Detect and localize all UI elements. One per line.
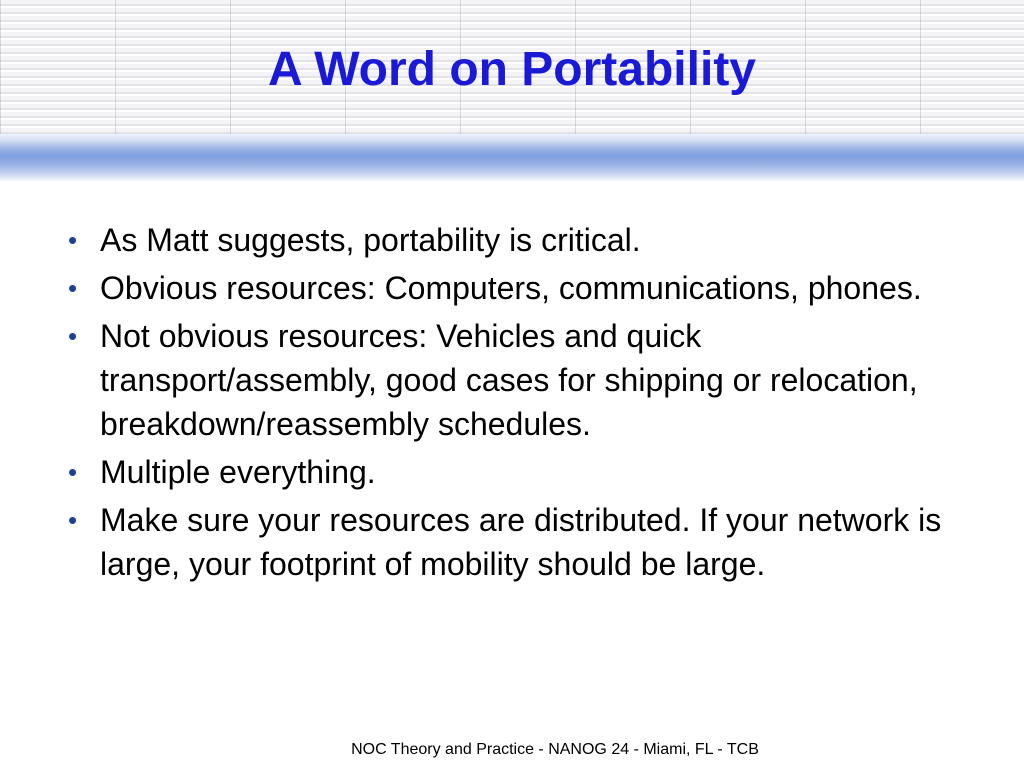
bullet-text: Obvious resources: Computers, communications, phones.: [100, 270, 922, 306]
bullet-list: [60, 218, 960, 590]
bullet-icon: •: [68, 273, 78, 303]
bullet-item: [60, 450, 960, 494]
bullet-icon: •: [68, 225, 78, 255]
bullet-icon: •: [68, 457, 78, 487]
bullet-icon: •: [68, 321, 78, 351]
bullet-item: [60, 498, 960, 586]
slide-footer: NOC Theory and Practice - NANOG 24 - Miami, FL - TCB: [351, 741, 759, 758]
bullet-text: Multiple everything.: [100, 454, 376, 490]
bullet-text: Not obvious resources: Vehicles and quick transport/assembly, good cases for shipping or relocation, breakdown/reassembly schedules.: [100, 318, 918, 442]
bullet-item: [60, 314, 960, 446]
bullet-icon: •: [68, 505, 78, 535]
bullet-text: As Matt suggests, portability is critical.: [100, 222, 641, 258]
divider-bar: [0, 134, 1024, 182]
slide-title: A Word on Portability: [268, 43, 756, 96]
bullet-item: [60, 266, 960, 310]
bullet-text: Make sure your resources are distributed. If your network is large, your footprint of mobility should be large.: [100, 502, 942, 582]
bullet-item: [60, 218, 960, 262]
